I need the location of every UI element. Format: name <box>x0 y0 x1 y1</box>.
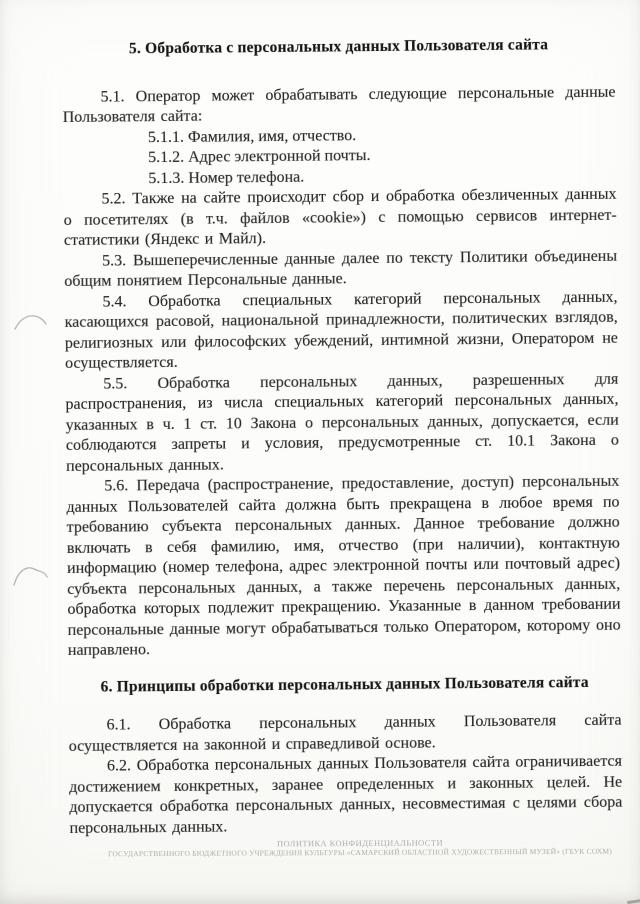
paragraph-6-1: 6.1. Обработка персональных данных Пользователя сайта осуществляется на законной и справедливой основе. <box>68 711 622 755</box>
footer-title: ПОЛИТИКА КОНФИДЕНЦИАЛЬНОСТИ <box>276 837 443 849</box>
paragraph-5-4: 5.4. Обработка специальных категорий персональных данных, касающихся расовой, национальной принадлежности, политических взглядов, религиозных или философских убеждений, интимной жизни, Оператором не осуществляется. <box>64 288 618 372</box>
paragraph-5-2: 5.2. Также на сайте происходит сбор и обработка обезличенных данных о посетителях (в т.ч. файлов «cookie») с помощью сервисов интернет-статистики (Яндекс и Майл). <box>63 185 617 249</box>
document-body <box>62 35 623 839</box>
list-item-5-1-3: 5.1.3. Номер телефона. <box>148 168 305 187</box>
paragraph-5-1: 5.1. Оператор может обрабатывать следующие персональные данные Пользователя сайта: <box>62 83 616 126</box>
scan-corner-smudge <box>627 899 640 904</box>
paragraph-5-5: 5.5. Обработка персональных данных, разрешенных для распространения, из числа специальных категорий персональных данных, указанных в ч. 1 ст. 10 Закона о персональных данных, допускается, если соблюдаются запреты и условия, предусмотренные ст. 10.1 Закона о персональных данных. <box>65 370 619 475</box>
paragraph-6-2: 6.2. Обработка персональных данных Пользователя сайта ограничивается достижением конкретных, заранее определенных и законных целей. Не допускается обработка персональных данных, несовместимая с целями сбора персональных данных. <box>69 752 623 837</box>
page-footer <box>80 837 640 859</box>
section-5-heading: 5. Обработка с персональных данных Пользователя сайта <box>128 36 549 58</box>
pen-mark-arc-icon <box>14 312 48 332</box>
footer-organization: ГОСУДАРСТВЕННОГО БЮДЖЕТНОГО УЧРЕЖДЕНИЯ КУЛЬТУРЫ «САМАРСКИЙ ОБЛАСТНОЙ ХУДОЖЕСТВЕННЫЙ МУЗЕЙ» (ГБУК СОХМ) <box>108 846 613 859</box>
paragraph-5-3: 5.3. Вышеперечисленные данные далее по тексту Политики объединены общим понятием Персональные данные. <box>64 247 618 290</box>
list-item-5-1-2: 5.1.2. Адрес электронной почты. <box>148 147 371 167</box>
pen-mark-arc-icon <box>12 563 50 591</box>
paragraph-5-6: 5.6. Передача (распространение, предоставление, доступ) персональных данных Пользователей сайта должна быть прекращена в любое время по требованию субъекта персональных данных. Данное требование должно включать в себя фамилию, имя, отчество (при наличии), контактную информацию (номер телефона, адрес электронной почты или почтовый адрес) субъекта персональных данных, а также перечень персональных данных, обработка которых подлежит прекращению. Указанные в данном требовании персональные данные могут обрабатываться только Оператором, которому оно направлено. <box>66 472 621 659</box>
section-6-heading: 6. Принципы обработки персональных данных Пользователя сайта <box>100 673 589 696</box>
list-item-5-1-1: 5.1.1. Фамилия, имя, отчество. <box>147 126 357 146</box>
